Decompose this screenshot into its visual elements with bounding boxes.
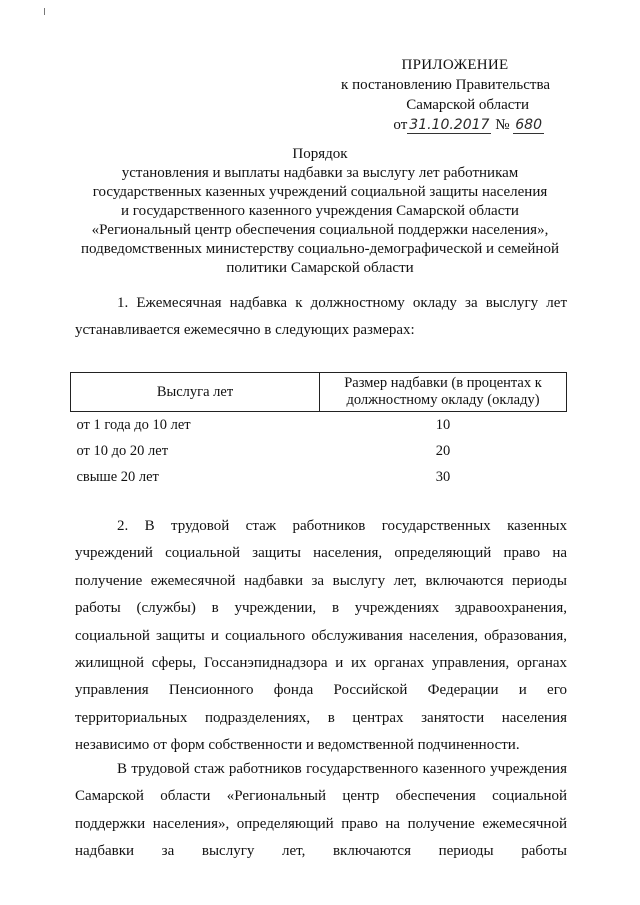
bonus-cell: 20 xyxy=(435,442,451,459)
bonus-cell: 30 xyxy=(435,468,451,485)
handwritten-number: 680 xyxy=(515,117,542,133)
appendix-block xyxy=(320,55,550,135)
handwritten-date: 31.10.2017 xyxy=(409,117,490,133)
header-seniority: Выслуга лет xyxy=(71,373,320,412)
scan-mark xyxy=(44,8,45,15)
table-row xyxy=(71,438,567,464)
appendix-region-line: Самарской области xyxy=(406,97,529,113)
title-line: государственных казенных учреждений социальной защиты населения xyxy=(92,184,548,200)
seniority-cell: свыше 20 лет xyxy=(76,468,159,485)
paragraph-3: В трудовой стаж работников государственного казенного учреждения Самарской области «Региональный центр обеспечения социальной поддержки населения», определяющий право на получение ежемесячной надбавки за выслугу лет, включаются периоды работы xyxy=(75,761,567,860)
title-line: установления и выплаты надбавки за выслугу лет работникам xyxy=(121,165,519,181)
table-row xyxy=(71,412,567,439)
header-bonus-size: Размер надбавки (в процентах к должностному окладу (окладу) xyxy=(320,373,567,412)
title-line: «Региональный центр обеспечения социальной поддержки населения», xyxy=(91,222,549,238)
table-header-row xyxy=(71,373,567,412)
appendix-resolution-line: к постановлению Правительства xyxy=(341,77,550,93)
bonus-cell: 10 xyxy=(435,416,451,433)
title-line: политики Самарской области xyxy=(226,260,414,276)
seniority-cell: от 10 до 20 лет xyxy=(76,442,169,459)
date-prefix: от xyxy=(393,117,408,133)
seniority-cell: от 1 года до 10 лет xyxy=(76,416,191,433)
title-line: подведомственных министерству социально-демографической и семейной xyxy=(81,241,559,257)
appendix-date-line xyxy=(320,115,550,135)
document-title xyxy=(60,145,580,278)
number-sign: № xyxy=(495,117,510,133)
bonus-table xyxy=(70,372,567,490)
appendix-title: ПРИЛОЖЕНИЕ xyxy=(401,57,509,73)
title-line: Порядок xyxy=(292,146,348,162)
title-line: и государственного казенного учреждения Самарской области xyxy=(121,203,519,219)
table-row xyxy=(71,464,567,490)
paragraph-2: 2. В трудовой стаж работников государственных казенных учреждений социальной защиты населения, определяющий право на получение ежемесячной надбавки за выслугу лет, включаются периоды работы (службы) в учреждении, в учреждениях здравоохранения, социальной защиты и социального обслуживания населения, образования, жилищной сферы, Госсанэпиднадзора и их органах управления, органах управления Пенсионного фонда Российской Федерации и его территориальных подразделениях, в центрах занятости населения независимо от форм собственности и ведомственной подчиненности. xyxy=(75,518,567,754)
paragraph-1: 1. Ежемесячная надбавка к должностному окладу за выслугу лет устанавливается ежемесячно в следующих размерах: xyxy=(75,295,567,339)
